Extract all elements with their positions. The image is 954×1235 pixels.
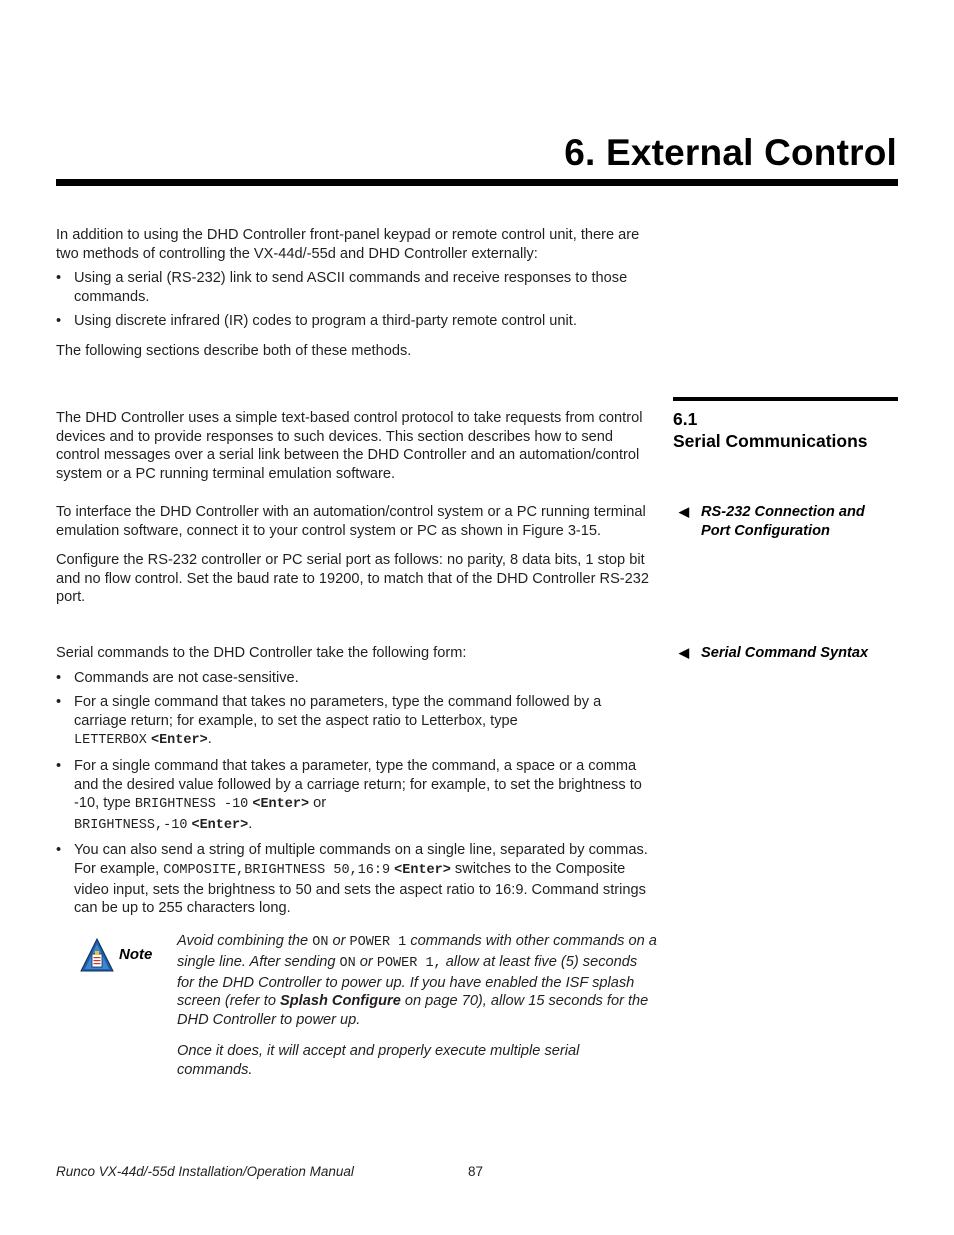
syntax-bullet-noparam-text: For a single command that takes no parameters, type the command followed by a carriage return; for example, to set the aspect ratio to Letterbox, type <box>74 694 602 729</box>
list-item: • You can also send a string of multiple commands on a single line, separated by commas. For example, COMPOSITE,BRIGHTNESS 50,16:9 <Enter> switches to the Composite video input, sets the brightness to 50 and sets the aspect ratio to 16:9. Command strings can be up to 255 characters long. <box>56 842 648 917</box>
syntax-bullet-multi-text-2: switches to the Composite video input, sets the brightness to 50 and sets the aspect ratio to 16:9. Command strings can be up to 255 characters long. <box>74 860 646 917</box>
chapter-title: 6. External Control <box>564 132 897 173</box>
intro-block <box>56 226 656 361</box>
code-letterbox: LETTERBOX <box>74 733 147 749</box>
list-item: • Commands are not case-sensitive. <box>56 669 299 686</box>
rs232-heading-line2: Port Configuration <box>701 522 830 539</box>
key-enter: <Enter> <box>252 797 310 813</box>
note-label: Note <box>119 946 153 963</box>
intro-bullet-serial: Using a serial (RS-232) link to send ASCII commands and receive responses to those commands. <box>74 270 628 305</box>
section-title: Serial Communications <box>673 431 868 451</box>
rs232-paragraph-2: Configure the RS-232 controller or PC serial port as follows: no parity, 8 data bits, 1 stop bit and no flow control. Set the baud rate to 19200, to match that of the DHD Controller RS-232 port. <box>56 552 650 606</box>
rs232-section <box>56 503 656 607</box>
side-heading-rs232 <box>679 503 916 540</box>
note-body <box>177 932 657 1080</box>
intro-closing: The following sections describe both of these methods. <box>56 342 412 359</box>
code-brightness-space: BRIGHTNESS -10 <box>134 797 249 813</box>
side-heading-syntax <box>679 644 916 663</box>
note-paragraph-1: Avoid combining the ON or POWER 1 commands with other commands on a single line. After sending ON or POWER 1, allow at least five (5) seconds for the DHD Controller to power up. If you have enabled the ISF splash screen (refer to Splash Configure on page 70), allow 15 seconds for the DHD Controller to power up. <box>177 933 657 1029</box>
chapter-title-rule <box>56 179 898 186</box>
footer-manual-title: Runco VX-44d/-55d Installation/Operation Manual <box>56 1164 354 1179</box>
key-enter: <Enter> <box>150 733 208 749</box>
section-heading-rule <box>673 397 898 401</box>
list-item: • For a single command that takes no parameters, type the command followed by a carriage return; for example, to set the aspect ratio to Letterbox, type LETTERBOX <Enter>. <box>56 694 602 749</box>
key-enter: <Enter> <box>394 862 451 878</box>
rs232-paragraph-1: To interface the DHD Controller with an automation/control system or a PC running terminal emulation software, connect it to your control system or PC as shown in Figure 3-15. <box>56 504 646 539</box>
note-icon <box>80 938 114 974</box>
code-brightness-comma: BRIGHTNESS,-10 <box>74 817 188 833</box>
syntax-heading: Serial Command Syntax <box>701 645 869 661</box>
footer-page-number: 87 <box>468 1164 484 1179</box>
syntax-intro: Serial commands to the DHD Controller take the following form: <box>56 645 467 661</box>
section-number: 6.1 <box>673 409 698 429</box>
splash-configure-link[interactable]: Splash Configure <box>280 993 401 1010</box>
code-composite-string: COMPOSITE,BRIGHTNESS 50,16:9 <box>163 862 391 878</box>
list-item: • Using a serial (RS-232) link to send ASCII commands and receive responses to those commands. <box>56 270 628 305</box>
arrow-left-icon: ◀ <box>679 504 689 519</box>
key-enter: <Enter> <box>191 817 249 833</box>
list-item: • Using discrete infrared (IR) codes to program a third-party remote control unit. <box>56 313 577 330</box>
syntax-bullet-param-text: For a single command that takes a parameter, type the command, a space or a comma and the desired value followed by a carriage return; for example, to set the brightness to -10, type <box>74 757 642 812</box>
syntax-bullet-case: Commands are not case-sensitive. <box>74 669 299 686</box>
rs232-heading-line1: RS-232 Connection and <box>701 504 865 520</box>
intro-paragraph: In addition to using the DHD Controller front-panel keypad or remote control unit, there are two methods of controlling the VX-44d/-55d and DHD Controller externally: <box>56 227 640 262</box>
syntax-bullet-multi-text: You can also send a string of multiple commands on a single line, separated by commas. For example, <box>74 842 648 877</box>
section-intro: The DHD Controller uses a simple text-based control protocol to take requests from control devices and to provide responses to such devices. This section describes how to send control messages over a serial link between the DHD Controller and an automation/control system or a PC running terminal emulation software. <box>56 410 643 482</box>
list-item: • For a single command that takes a parameter, type the command, a space or a comma and the desired value followed by a carriage return; for example, to set the brightness to -10, type BRIGHTNESS -10 <Enter> or BRIGHTNESS,-10 <Enter>. <box>56 757 642 833</box>
syntax-section <box>56 644 656 918</box>
arrow-left-icon: ◀ <box>679 645 689 660</box>
note-paragraph-2: Once it does, it will accept and properly execute multiple serial commands. <box>177 1042 580 1078</box>
intro-bullet-ir: Using discrete infrared (IR) codes to program a third-party remote control unit. <box>74 313 577 330</box>
